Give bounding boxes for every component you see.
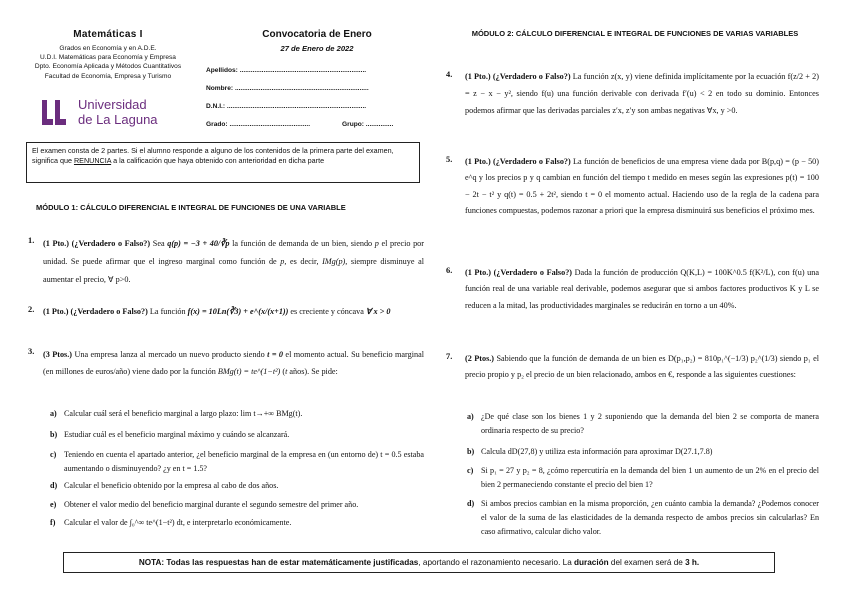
question-5 (465, 154, 819, 220)
degree-field[interactable]: Grado: ............................................ (206, 121, 311, 128)
exam-header (232, 28, 402, 54)
q3-item-f-label: f) (50, 518, 56, 527)
university-name-line1: Universidad (78, 97, 147, 112)
q3-item-d (50, 480, 424, 493)
unit-line: U.D.I. Matemáticas para Economía y Empresa (40, 53, 176, 61)
exam-title: Convocatoria de Enero (262, 29, 372, 40)
institution-header (8, 28, 208, 81)
q7-item-d (467, 497, 819, 539)
q3-number: 3. (28, 347, 35, 356)
q5-text: La función de beneficios de una empresa viene dada por B(p,q) = (p − 50) e^q y los precios p y q cambian en función del tiempo t medido en meses según las expresiones p(t) = 100 − 2t − t² y q(t) = 0.5 + 2t², siendo t = 0 el momento actual. Haciendo uso de la regla de la cadena para funciones compuestas, podemos razonar a priori que la empresa disminuirá sus beneficios el próximo mes. (465, 157, 819, 216)
q7-head: (2 Ptos.) (465, 354, 495, 363)
university-logo-icon (40, 99, 68, 126)
question-2 (43, 304, 424, 320)
note-bold-1: NOTA: Todas las respuestas han de estar matemáticamente justificadas (138, 558, 419, 567)
q6-number: 6. (446, 266, 453, 275)
notice-keyword: RENUNCIA (73, 155, 112, 165)
q1-head: (1 Pto.) (¿Verdadero o Falso?) (43, 239, 151, 248)
q7-item-c-label: c) (467, 466, 474, 475)
q7-item-d-text: Si ambos precios cambian en la misma proporción, ¿en cuánto cambia la demanda? ¿Podemos conocer el valor de la suma de las elasticidades de la demanda respecto de ambos precios sin calcularlas? En caso afirmativo, calcular dicho valor. (481, 499, 819, 537)
university-name-line2: de La Laguna (78, 112, 158, 127)
question-1 (43, 235, 424, 289)
q3-item-e (50, 499, 426, 512)
q1-text-5: , siempre disminuye al aumentar el precio, ∀ p>0. (43, 257, 424, 285)
q3-item-a (50, 408, 424, 421)
module2-title: MÓDULO 2: CÁLCULO DIFERENCIAL E INTEGRAL DE FUNCIONES DE VARIAS VARIABLES (471, 29, 799, 38)
q7-item-a-label: a) (467, 412, 474, 421)
q3-item-c (50, 448, 424, 476)
q1-var-p: p (374, 239, 379, 248)
q3-item-f-text: Calcular el valor de ∫₀^∞ te^(1−t²) dt, e interpretarlo económicamente. (64, 518, 292, 527)
subject-title: Matemáticas I (73, 29, 143, 40)
faculty-line: Facultad de Economía, Empresa y Turismo (44, 72, 172, 80)
q1-text-3: el precio por unidad. Se puede afirmar que el ingreso marginal como función de (43, 239, 424, 267)
notice-text: El examen consta de 2 partes. Si el alumno responde a alguno de los contenidos de la primera parte del examen, significa que (32, 146, 394, 165)
dni-field[interactable]: D.N.I.: ............................................................................ (206, 103, 367, 110)
q3-text: Una empresa lanza al mercado un nuevo producto siendo (72, 350, 268, 359)
q7-item-c-text: Si p₁ = 27 y p₂ = 8, ¿cómo repercutiría en la demanda del bien 1 un aumento de un 2% en el precio del bien 2 permaneciendo constante el precio del bien 1? (481, 466, 819, 490)
note-bold-3: 3 h. (685, 558, 700, 567)
q3-item-d-label: d) (50, 481, 58, 490)
q7-item-b-text: Calcula dD(27,8) y utiliza esta información para aproximar D(27.1,7.8) (481, 447, 713, 456)
q2-number: 2. (28, 305, 35, 314)
q2-text: La función (147, 307, 188, 316)
q3-var-t: t (285, 367, 288, 377)
q1-var-p2: p (280, 257, 285, 267)
group-field[interactable]: Grupo: ............... (342, 121, 394, 128)
q3-item-a-label: a) (50, 409, 57, 418)
exam-notice (26, 142, 420, 183)
q2-formula: f(x) = 10Ln(∛3) + e^(x/(x+1)) (187, 307, 289, 316)
question-3 (43, 346, 424, 380)
q3-text-3: ( (280, 367, 286, 377)
q3-item-b-label: b) (50, 430, 58, 439)
q3-item-c-label: c) (50, 450, 57, 459)
q6-text: Dada la función de producción Q(K,L) = 100K^0.5 f(K²/L), con f(u) una función real de una variable real derivable, podemos asegurar que si ambos factores productivos K y L se reducen a la mitad, las productividades marginales se reducirán en torno a un 40%. (465, 268, 819, 310)
note-text-1: , aportando el razonamiento necesario. La (418, 558, 575, 567)
q3-item-d-text: Calcular el beneficio obtenido por la empresa al cabo de dos años. (64, 481, 279, 490)
q3-text-4: años). Se pide: (287, 367, 338, 377)
q2-head: (1 Pto.) (¿Verdadero o Falso?) (43, 307, 148, 316)
q3-item-a-text: Calcular cuál será el beneficio marginal a largo plazo: lim t→+∞ BMg(t). (64, 409, 303, 418)
q6-head: (1 Pto.) (¿Verdadero o Falso?) (465, 268, 573, 277)
module1-title: MÓDULO 1: CÁLCULO DIFERENCIAL E INTEGRAL DE FUNCIONES DE UNA VARIABLE (36, 203, 346, 212)
q3-formula-t0: t = 0 (267, 350, 284, 359)
q7-item-a-text: ¿De qué clase son los bienes 1 y 2 suponiendo que la demanda del bien 2 se comporta de manera ordinaria respecto de su precio? (481, 412, 819, 436)
department-line: Dpto. Economía Aplicada y Métodos Cuantitativos (34, 63, 182, 71)
q3-item-c-text: Teniendo en cuenta el apartado anterior, ¿el beneficio marginal de la empresa en (un entorno de) t = 0.5 estaba aumentando o disminuyendo? ¿y en t = 1.5? (64, 450, 424, 474)
q2-condition: ∀ x > 0 (365, 307, 391, 316)
question-4 (465, 69, 819, 119)
exam-date: 27 de Enero de 2022 (280, 43, 354, 53)
q3-head: (3 Ptos.) (43, 350, 73, 359)
q1-formula-demand: q(p) = −3 + 40/∛p (167, 239, 230, 248)
q4-number: 4. (446, 70, 453, 79)
q1-formula-img: IMg(p) (322, 257, 346, 267)
q3-item-e-label: e) (50, 500, 57, 509)
q7-text: Sabiendo que la función de demanda de un bien es D(p₁,p₂) = 810p₁^(−1/3) p₂^(1/3) siendo p₁ el precio propio y p₂ el precio de un bien relacionado, ambos en €, responde a las siguientes cuestiones: (465, 354, 819, 380)
q5-number: 5. (446, 155, 453, 164)
degree-line: Grados en Economía y en A.D.E. (59, 44, 157, 52)
note-bold-2: duración (574, 558, 609, 567)
note-text-2: del examen será de (608, 558, 686, 567)
q7-item-d-label: d) (467, 499, 475, 508)
q3-item-e-text: Obtener el valor medio del beneficio marginal durante el segundo semestre del primer año. (64, 500, 359, 509)
q4-text: La función z(x, y) viene definida implícitamente por la ecuación f(z/2 + 2) = z − x − y², siendo f(u) una función derivable con derivada f′(u) < 2 en todo su dominio. Entonces podemos afirmar que las derivadas parciales z′x, z′y son ambas negativas ∀x, y >0. (465, 72, 819, 115)
q3-formula-bmg: BMg(t) = te^(1−t²) (217, 367, 281, 377)
q2-text-2: es creciente y cóncava (288, 307, 366, 316)
exam-note (63, 552, 775, 573)
q3-item-b-text: Estudiar cuál es el beneficio marginal máximo y cuándo se alcanzará. (64, 430, 290, 439)
q1-text: Sea (150, 239, 168, 248)
q7-item-c (467, 464, 819, 492)
notice-text-end: a la calificación que haya obtenido con anterioridad en dicha parte (111, 155, 325, 165)
surname-field[interactable]: Apellidos: ..................................................................... (206, 67, 367, 74)
q7-item-b-label: b) (467, 447, 475, 456)
q7-number: 7. (446, 352, 453, 361)
q5-head: (1 Pto.) (¿Verdadero o Falso?) (465, 157, 571, 166)
q1-text-4: , es decir, (284, 257, 323, 267)
q1-text-2: la función de demanda de un bien, siendo (229, 239, 375, 248)
q3-item-f (50, 517, 424, 530)
name-field[interactable]: Nombre: ......................................................................... (206, 85, 369, 92)
q3-text-2: el momento actual. Su beneficio marginal (en millones de euros/año) viene dado por la función (43, 350, 424, 377)
question-7 (465, 351, 819, 384)
university-logo (40, 97, 170, 129)
q4-head: (1 Pto.) (¿Verdadero o Falso?) (465, 72, 571, 81)
q7-item-b (467, 446, 819, 459)
question-6 (465, 265, 819, 314)
q3-item-b (50, 429, 424, 442)
q1-number: 1. (28, 236, 35, 245)
q7-item-a (467, 410, 819, 438)
